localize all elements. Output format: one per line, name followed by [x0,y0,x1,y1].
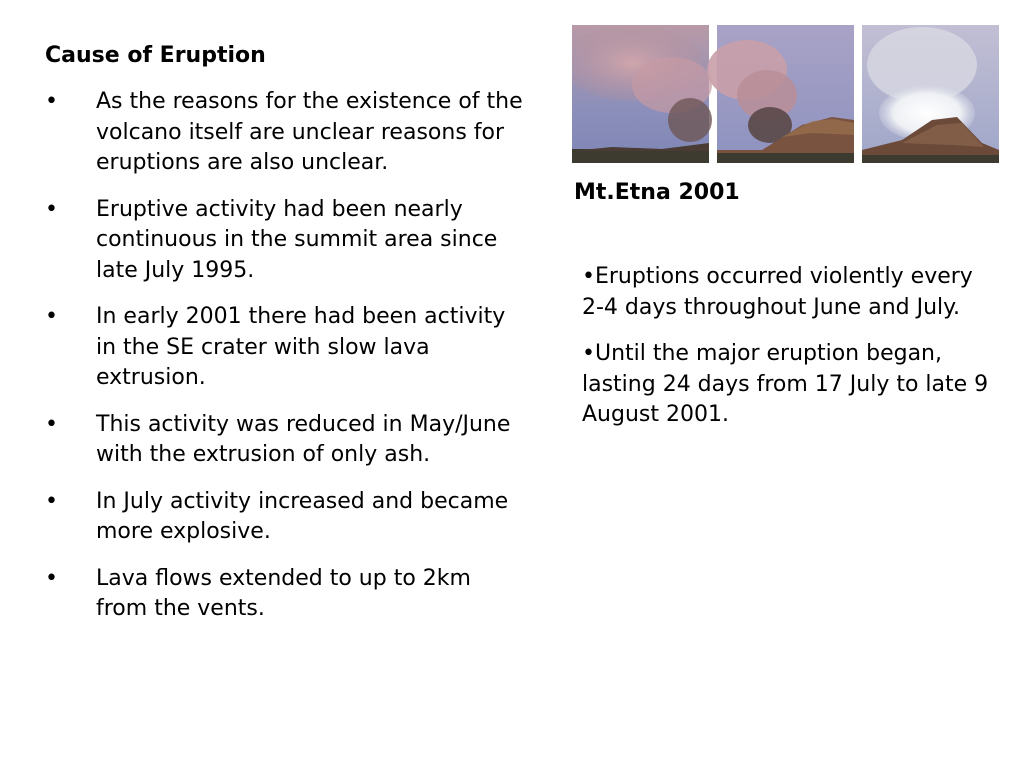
bullet-dot-icon: • [45,89,58,114]
etna-photo-2 [707,25,854,163]
bullet-text: As the reasons for the existence of the volcano itself are unclear reasons for eruptions are also unclear. [96,89,523,175]
cause-bullet-list [45,87,525,641]
etna-photo-3 [862,25,999,163]
bullet-dot-icon: • [45,304,58,329]
bullet-dot-icon: • [45,196,58,222]
list-item: •Until the major eruption began, lasting 24 days from 17 July to late 9 August 2001. [582,341,989,427]
bullet-item [45,87,525,179]
etna-photo-1 [572,25,712,163]
bullet-text: Eruptive activity had been nearly continuous in the summit area since late July 1995. [96,196,498,283]
bullet-text: Lava flows extended to up to 2km from the vents. [96,565,471,621]
bullet-item [45,195,525,287]
bullet-item [45,564,525,625]
photo-caption: Mt.Etna 2001 [574,180,740,205]
list-item: •Eruptions occurred violently every 2-4 days throughout June and July. [582,264,973,320]
bullet-text: In July activity increased and became more explosive. [96,488,509,544]
bullet-dot-icon: • [45,411,58,437]
bullet-text: In early 2001 there had been activity in the SE crater with slow lava extrusion. [96,304,506,390]
bullet-dot-icon: • [45,488,58,514]
bullet-item [45,410,525,471]
bullet-item [45,487,525,548]
bullet-text: This activity was reduced in May/June with the extrusion of only ash. [96,411,511,467]
etna-photo-strip [572,25,999,163]
bullet-dot-icon: • [45,565,58,591]
bullet-item [45,302,525,394]
eruption-bullet-list [582,262,992,447]
slide-title: Cause of Eruption [45,43,266,68]
